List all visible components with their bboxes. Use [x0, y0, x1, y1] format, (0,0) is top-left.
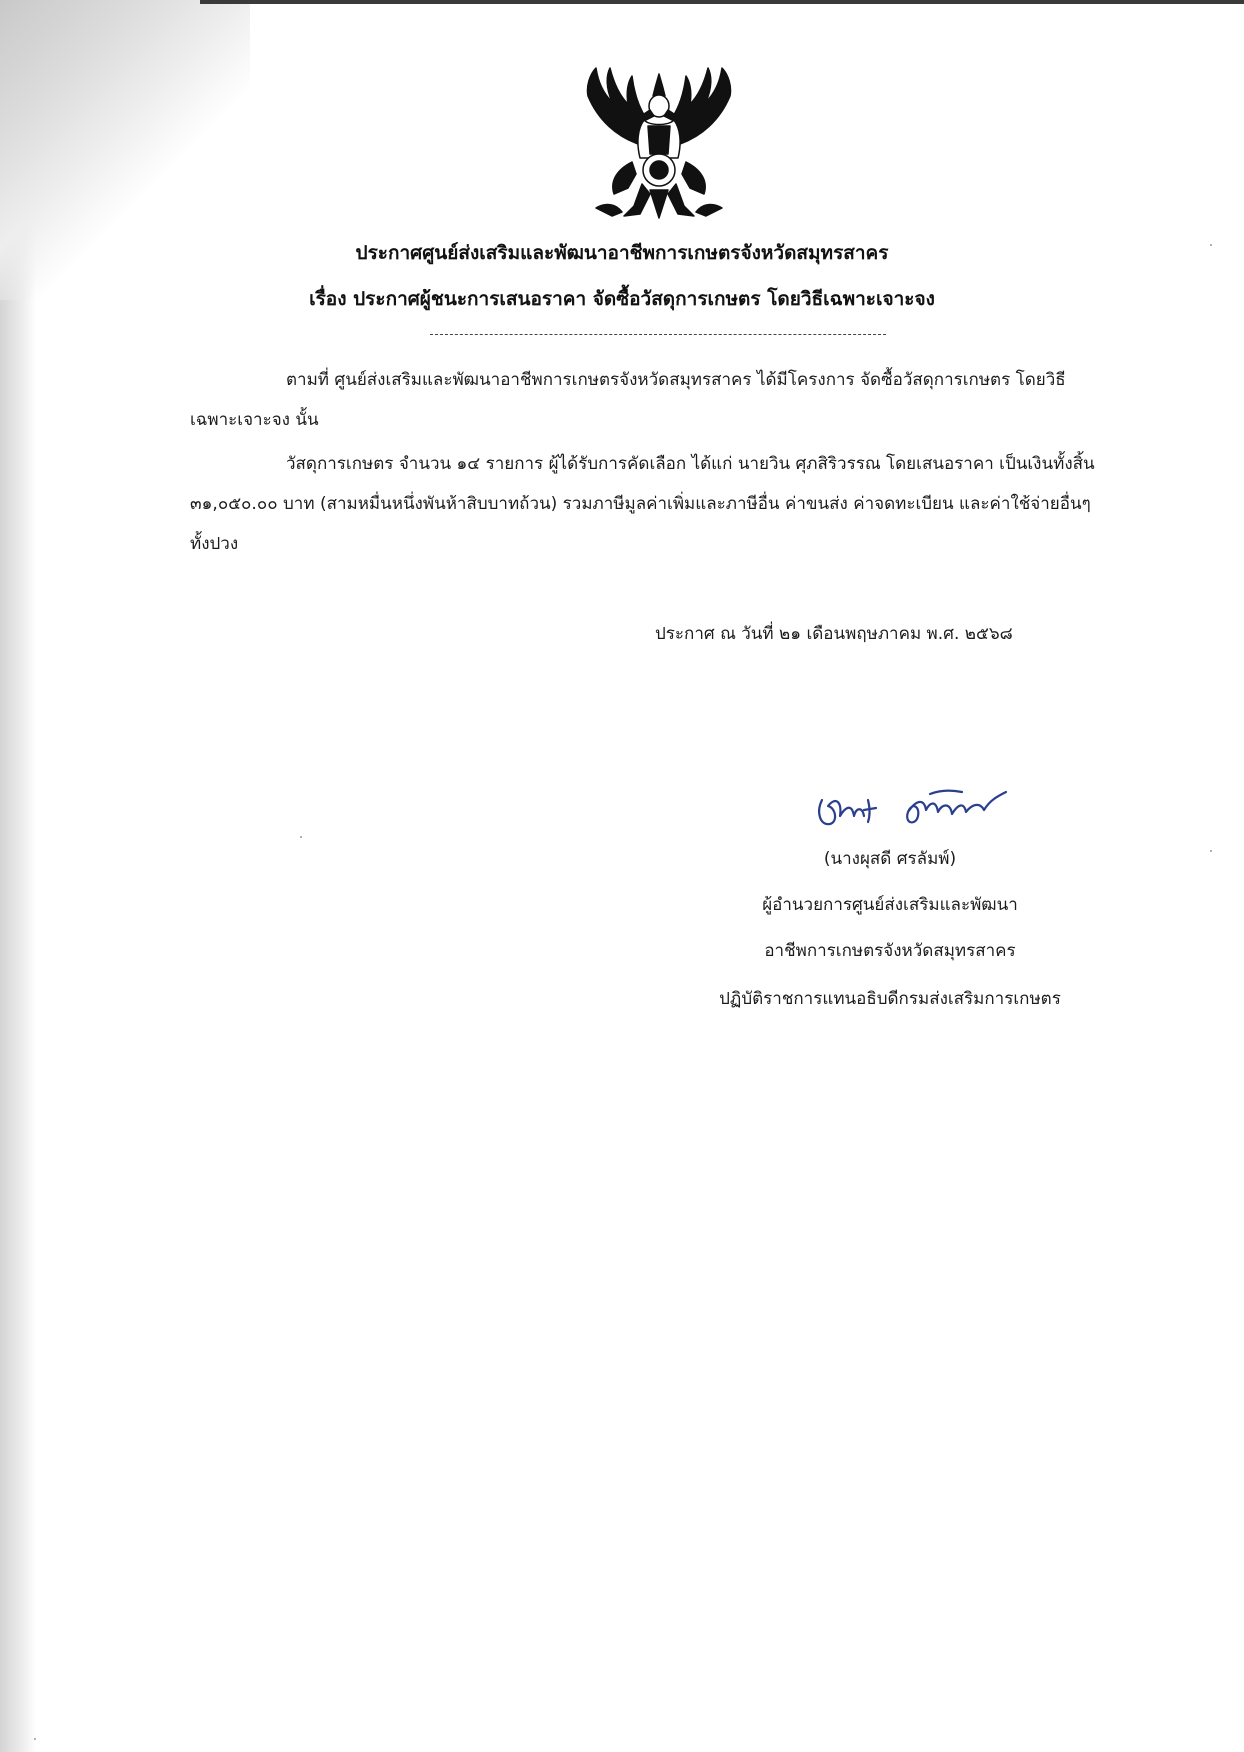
announcement-title: ประกาศศูนย์ส่งเสริมและพัฒนาอาชีพการเกษตรจังหวัดสมุทรสาคร: [355, 242, 889, 264]
scan-speck: [1210, 244, 1212, 246]
signatory-title-line-2: อาชีพการเกษตรจังหวัดสมุทรสาคร: [764, 941, 1016, 961]
signatory-title-line-3: ปฏิบัติราชการแทนอธิบดีกรมส่งเสริมการเกษตร: [719, 989, 1061, 1009]
scan-speck: [34, 1738, 36, 1740]
announcement-date: ประกาศ ณ วันที่ ๒๑ เดือนพฤษภาคม พ.ศ. ๒๕๖๘: [655, 624, 1013, 644]
announcement-subject: เรื่อง ประกาศผู้ชนะการเสนอราคา จัดซื้อวัสดุการเกษตร โดยวิธีเฉพาะเจาะจง: [309, 288, 935, 310]
scan-speck: [1210, 850, 1212, 852]
signatory-name: (นางผุสดี ศรลัมพ์): [823, 849, 957, 869]
scan-top-border: [200, 0, 1244, 4]
signatory-title-line-1: ผู้อำนวยการศูนย์ส่งเสริมและพัฒนา: [762, 895, 1018, 915]
garuda-emblem-icon: [576, 66, 742, 226]
body-paragraph-1: ตามที่ ศูนย์ส่งเสริมและพัฒนาอาชีพการเกษตรจังหวัดสมุทรสาคร ได้มีโครงการ จัดซื้อวัสดุการเกษตร โดยวิธีเฉพาะเจาะจง นั้น: [190, 370, 1066, 430]
handwritten-signature-icon: [812, 772, 1022, 834]
body-paragraph-2: วัสดุการเกษตร จำนวน ๑๔ รายการ ผู้ได้รับการคัดเลือก ได้แก่ นายวิน ศุภสิริวรรณ โดยเสนอราคา เป็นเงินทั้งสิ้น ๓๑,๐๕๐.๐๐ บาท (สามหมื่นหนึ่งพันห้าสิบบาทถ้วน) รวมภาษีมูลค่าเพิ่มและภาษีอื่น ค่าขนส่ง ค่าจดทะเบียน และค่าใช้จ่ายอื่นๆ ทั้งปวง: [190, 454, 1095, 554]
scan-speck: [300, 836, 302, 838]
dashed-divider: [430, 334, 886, 335]
